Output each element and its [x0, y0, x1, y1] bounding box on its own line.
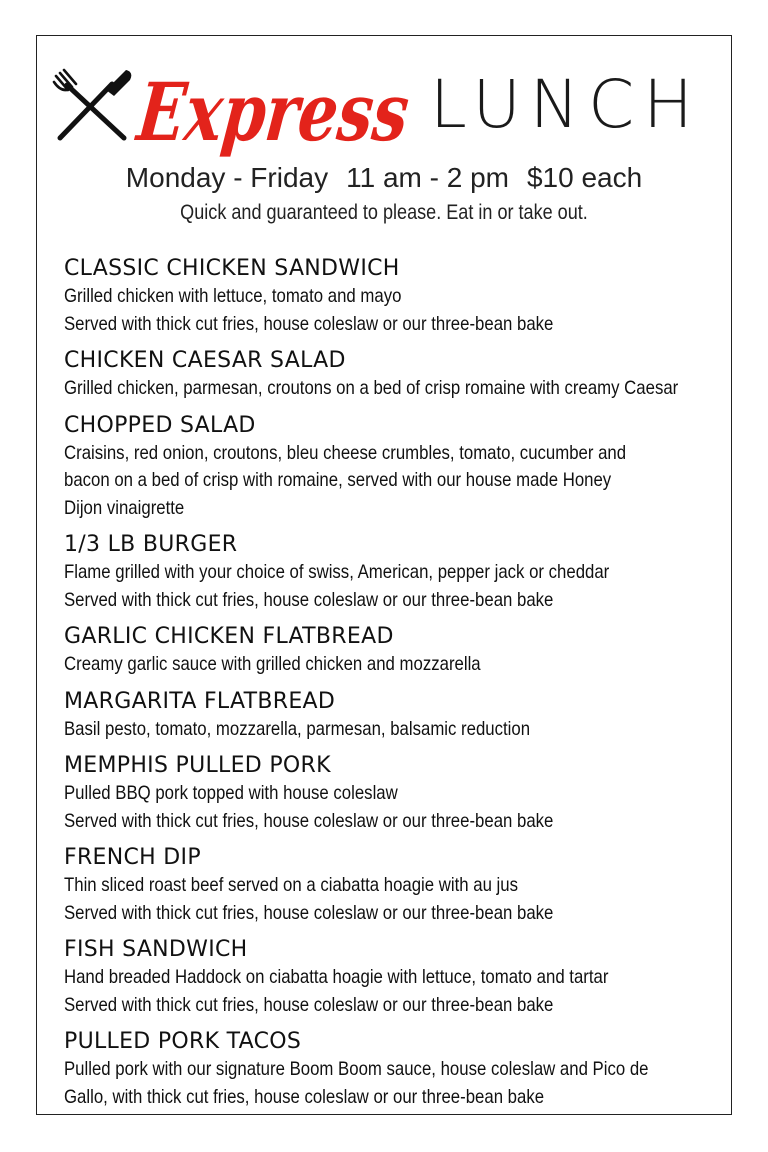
fork-and-knife-crossed-icon	[50, 68, 136, 144]
menu-item-name: FRENCH DIP	[64, 845, 201, 870]
description-line: Creamy garlic sauce with grilled chicken and mozzarella	[64, 653, 481, 675]
menu-item	[64, 843, 714, 927]
menu-item-name: CHOPPED SALAD	[64, 412, 256, 438]
description-line: Served with thick cut fries, house coleslaw or our three-bean bake	[64, 588, 554, 611]
description-line: Flame grilled with your choice of swiss, American, pepper jack or cheddar	[64, 561, 610, 583]
menu-item-description	[64, 964, 711, 1019]
menu-item	[64, 254, 714, 338]
menu-item	[64, 622, 714, 679]
description-line: bacon on a bed of crisp with romaine, served with our house made Honey	[64, 469, 612, 491]
description-line: Served with thick cut fries, house coleslaw or our three-bean bake	[64, 993, 554, 1016]
description-line: Hand breaded Haddock on ciabatta hoagie with lettuce, tomato and tartar	[64, 966, 609, 988]
menu-item-name: FISH SANDWICH	[64, 937, 248, 962]
menu-item-description	[64, 283, 711, 338]
menu-item-description	[64, 872, 711, 927]
description-line: Craisins, red onion, croutons, bleu cheese crumbles, tomato, cucumber and	[64, 441, 627, 464]
description-line: Thin sliced roast beef served on a ciabatta hoagie with au jus	[64, 874, 518, 896]
hours-time: 11 am - 2 pm	[346, 162, 509, 193]
tagline: Quick and guaranteed to please. Eat in or take out.	[180, 201, 588, 224]
menu-item-description	[64, 440, 711, 523]
menu-item	[64, 346, 714, 403]
menu-item-name: PULLED PORK TACOS	[64, 1029, 302, 1054]
description-line: Gallo, with thick cut fries, house coleslaw or our three-bean bake	[64, 1085, 545, 1108]
menu-item	[64, 1027, 714, 1111]
lunch-heading: LUNCH	[430, 66, 702, 143]
description-line: Dijon vinaigrette	[64, 496, 185, 519]
express-script-text: Express	[133, 65, 491, 159]
description-line: Grilled chicken, parmesan, croutons on a bed of crisp romaine with creamy Caesar	[64, 377, 679, 399]
hours-days: Monday - Friday	[125, 162, 329, 193]
description-line: Served with thick cut fries, house coleslaw or our three-bean bake	[64, 312, 554, 335]
menu-item	[64, 530, 714, 614]
menu-item-description	[64, 375, 711, 403]
menu-item	[64, 687, 714, 744]
description-line: Served with thick cut fries, house coleslaw or our three-bean bake	[64, 901, 554, 924]
menu-item-name: 1/3 LB BURGER	[64, 532, 238, 557]
menu-item-name: MARGARITA FLATBREAD	[64, 688, 336, 714]
description-line: Grilled chicken with lettuce, tomato and mayo	[64, 285, 402, 307]
menu-list	[64, 254, 714, 1111]
description-line: Basil pesto, tomato, mozzarella, parmesan, balsamic reduction	[64, 717, 531, 740]
express-script-logo	[133, 58, 491, 159]
menu-item-description	[64, 716, 711, 744]
description-line: Pulled pork with our signature Boom Boom sauce, house coleslaw and Pico de	[64, 1058, 649, 1080]
menu-item-name: CHICKEN CAESAR SALAD	[64, 348, 346, 373]
menu-item-name: GARLIC CHICKEN FLATBREAD	[64, 624, 394, 649]
description-line: Served with thick cut fries, house coleslaw or our three-bean bake	[64, 809, 554, 832]
menu-item-name: CLASSIC CHICKEN SANDWICH	[64, 256, 400, 281]
menu-item-description	[64, 559, 711, 614]
description-line: Pulled BBQ pork topped with house coleslaw	[64, 782, 398, 804]
menu-item-description	[64, 651, 711, 679]
menu-item-description	[64, 780, 711, 835]
menu-item	[64, 751, 714, 835]
hours-line	[0, 162, 768, 194]
menu-item	[64, 935, 714, 1019]
menu-item	[64, 411, 714, 523]
hours-price: $10 each	[526, 162, 643, 193]
menu-item-description	[64, 1056, 711, 1111]
menu-item-name: MEMPHIS PULLED PORK	[64, 753, 331, 778]
